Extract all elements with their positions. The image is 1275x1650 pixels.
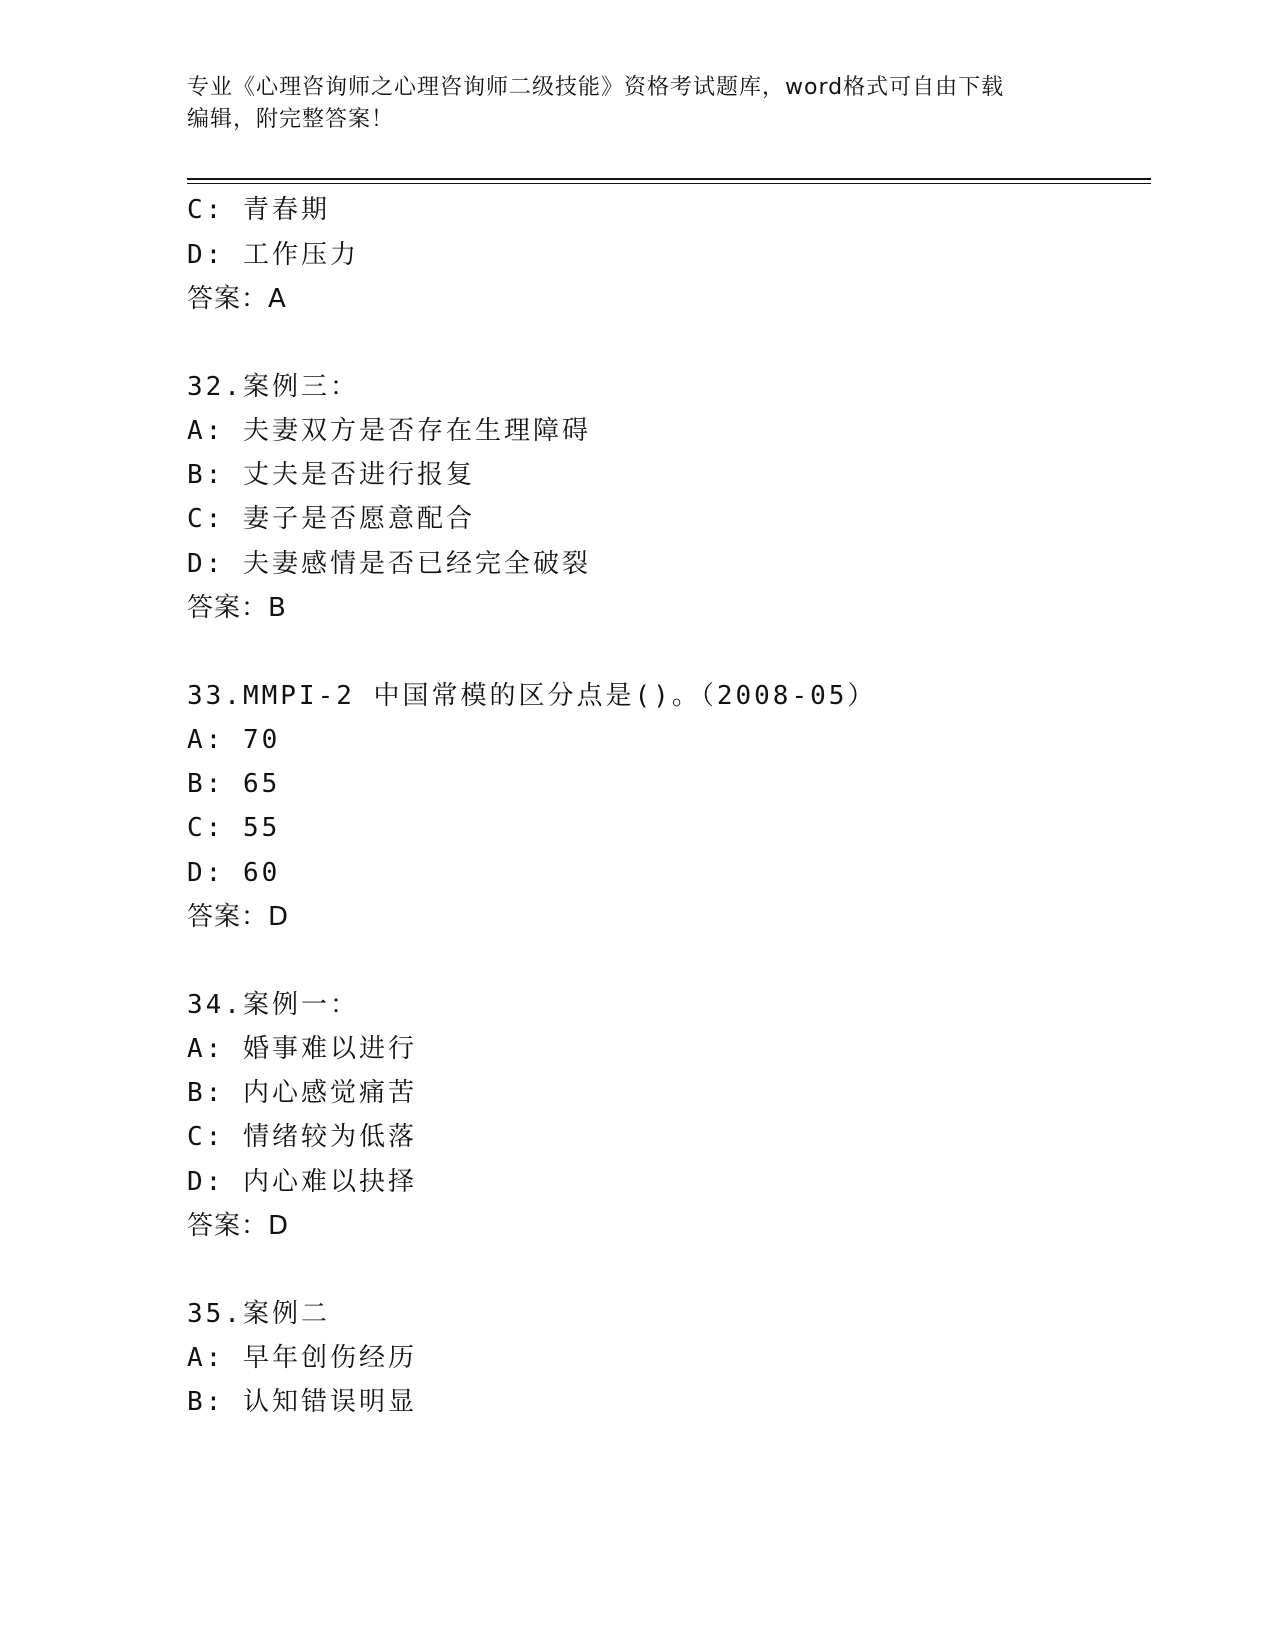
header-line-2: 编辑，附完整答案！ <box>187 107 395 132</box>
option-c: C: 妻子是否愿意配合 <box>187 504 475 534</box>
option-d: D: 工作压力 <box>187 240 359 270</box>
document-header <box>187 72 1067 136</box>
option-b: B: 65 <box>187 769 281 799</box>
answer: 答案：D <box>187 902 290 932</box>
answer: 答案：A <box>187 284 287 314</box>
answer: 答案：B <box>187 593 287 623</box>
question-stem: 32.案例三： <box>187 372 359 402</box>
option-d: D: 内心难以抉择 <box>187 1167 417 1197</box>
question-stem: 33.MMPI-2 中国常模的区分点是()。（2008-05） <box>187 681 877 711</box>
option-b: B: 认知错误明显 <box>187 1387 417 1417</box>
header-divider-thin <box>187 183 1151 184</box>
header-divider-thick <box>187 178 1151 180</box>
option-b: B: 丈夫是否进行报复 <box>187 460 475 490</box>
option-a: A: 70 <box>187 725 281 755</box>
option-c: C: 青春期 <box>187 195 330 225</box>
option-d: D: 夫妻感情是否已经完全破裂 <box>187 549 591 579</box>
option-d: D: 60 <box>187 858 281 888</box>
answer: 答案：D <box>187 1211 290 1241</box>
option-a: A: 婚事难以进行 <box>187 1034 417 1064</box>
question-stem: 34.案例一： <box>187 990 359 1020</box>
option-c: C: 情绪较为低落 <box>187 1122 417 1152</box>
option-b: B: 内心感觉痛苦 <box>187 1078 417 1108</box>
option-a: A: 早年创伤经历 <box>187 1343 417 1373</box>
option-c: C: 55 <box>187 813 281 843</box>
header-line-1: 专业《心理咨询师之心理咨询师二级技能》资格考试题库，word格式可自由下载 <box>187 75 1005 100</box>
option-a: A: 夫妻双方是否存在生理障碍 <box>187 416 591 446</box>
question-stem: 35.案例二 <box>187 1299 330 1329</box>
